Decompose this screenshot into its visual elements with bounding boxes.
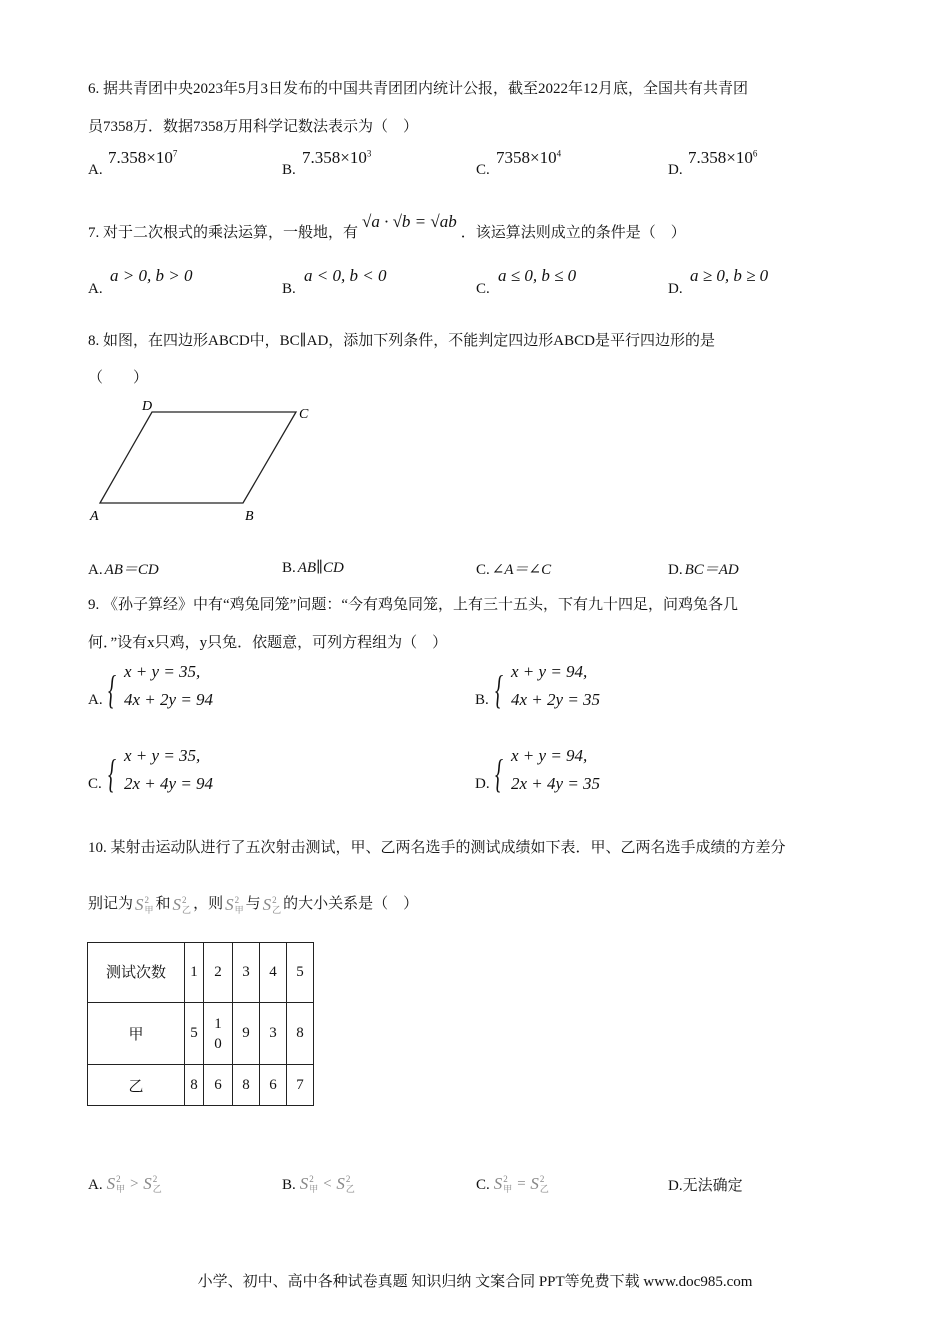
variance-symbol: [135, 895, 154, 915]
equation-system: [108, 662, 268, 722]
variance-indices: [309, 1174, 318, 1194]
formula-exponent: 6: [752, 148, 758, 159]
q7-formula: √a · √b = √ab: [362, 212, 457, 231]
table-header-cell: 测试次数: [88, 943, 185, 1003]
q7-option-b[interactable]: [282, 266, 387, 298]
equation-1: x + y = 35,: [124, 746, 201, 765]
variance-exp: 2: [144, 894, 150, 905]
option-label: A.: [88, 162, 103, 178]
option-formula: [494, 1174, 549, 1194]
equation-2: 4x + 2y = 35: [511, 690, 601, 709]
variance-s: S: [225, 894, 234, 914]
option-label: A.: [88, 692, 103, 708]
table-cell: 6: [260, 1065, 287, 1106]
q10-text: 与: [245, 896, 261, 912]
brace-icon: {: [495, 751, 503, 796]
table-header-row: [88, 943, 314, 1003]
variance-symbol-body: [143, 1174, 162, 1194]
option-label: A.: [88, 281, 103, 297]
equation-2: 2x + 4y = 35: [511, 774, 601, 793]
option-text: 无法确定: [682, 1178, 743, 1194]
variance-sub: 甲: [116, 1184, 126, 1194]
variance-symbol-body: [135, 895, 154, 915]
variance-sub: 乙: [182, 904, 192, 915]
formula-base: 7.358×10: [302, 148, 367, 167]
variance-indices: [116, 1174, 125, 1194]
variance-s: S: [336, 1174, 345, 1193]
variance-s: S: [493, 1174, 503, 1193]
operator: =: [516, 1175, 527, 1192]
q6-line2: 员7358万．数据7358万用科学记数法表示为（ ）: [88, 119, 419, 135]
vertex-c-label: C: [299, 407, 309, 422]
variance-sub: 甲: [234, 904, 244, 915]
q7-pre: 7. 对于二次根式的乘法运算，一般地，有: [88, 225, 359, 241]
table-cell: 7: [287, 1065, 314, 1106]
table-cell: 10: [204, 1003, 233, 1065]
variance-symbol: [173, 895, 192, 915]
option-label: C.: [476, 562, 490, 578]
q7-option-a[interactable]: [88, 266, 193, 298]
equation-system: [108, 746, 268, 806]
variance-indices: [272, 895, 281, 915]
variance-s: S: [143, 1174, 152, 1193]
q10-line1: 10. 某射击运动队进行了五次射击测试，甲、乙两名选手的测试成绩如下表．甲、乙两名选手成绩的方差分: [88, 840, 786, 856]
q8-option-d[interactable]: [668, 558, 739, 579]
vertex-d-label: D: [142, 399, 153, 414]
option-formula: [107, 1174, 162, 1194]
table-cell: 8: [287, 1003, 314, 1065]
variance-symbol-body: [336, 1174, 355, 1194]
brace-icon: {: [108, 667, 116, 712]
q8-line1: 8. 如图，在四边形ABCD中，BC∥AD，添加下列条件，不能判定四边形ABCD是平行四边形的是: [88, 333, 715, 349]
variance-exp: 2: [309, 1174, 314, 1184]
option-formula: [496, 148, 561, 168]
variance-indices: [153, 1174, 162, 1194]
table-row: [88, 1003, 314, 1065]
q10-option-b[interactable]: [282, 1174, 355, 1194]
table-cell: 5: [185, 1003, 204, 1065]
variance-indices: [182, 895, 191, 915]
option-formula: a < 0, b < 0: [304, 266, 387, 285]
variance-indices: [346, 1174, 355, 1194]
option-label: D.: [475, 776, 490, 792]
q10-option-a[interactable]: [88, 1174, 162, 1194]
option-label: B.: [475, 692, 489, 708]
q10-text: 和: [155, 896, 171, 912]
q9-option-d[interactable]: [475, 746, 601, 796]
q9-option-c[interactable]: [88, 746, 214, 796]
vertex-a-label: A: [90, 509, 99, 524]
variance-symbol-body: [107, 1174, 126, 1194]
variance-sub: 乙: [272, 904, 282, 915]
q9-line2: 何．”设有x只鸡，y只兔．依题意，可列方程组为（ ）: [88, 635, 448, 651]
table-cell: 3: [260, 1003, 287, 1065]
option-text: AB∥CD: [297, 560, 344, 576]
variance-exp: 2: [272, 894, 277, 905]
variance-sub: 乙: [152, 1184, 162, 1194]
q7-option-d[interactable]: [668, 266, 769, 298]
q7-stem: [88, 212, 686, 242]
q10-text: 别记为: [88, 896, 134, 912]
variance-exp: 2: [234, 894, 240, 905]
q8-option-a[interactable]: [88, 558, 159, 579]
variance-indices: [540, 1174, 549, 1194]
variance-symbol-body: [173, 895, 192, 915]
equation-1: x + y = 94,: [511, 662, 588, 681]
option-formula: a ≥ 0, b ≥ 0: [690, 266, 769, 285]
formula-base: 7.358×10: [688, 148, 753, 167]
q9-line1: 9. 《孙子算经》中有“鸡兔同笼”问题：“今有鸡兔同笼，上有三十五头，下有九十四足，问鸡兔各几: [88, 597, 738, 613]
q10-text: ，则: [193, 896, 224, 912]
table-cell: 甲: [88, 1003, 185, 1065]
variance-sub: 乙: [345, 1184, 355, 1194]
variance-symbol: [263, 895, 282, 915]
option-text: AB＝CD: [104, 562, 159, 578]
table-cell: 8: [185, 1065, 204, 1106]
formula-exponent: 4: [556, 148, 562, 159]
vertex-b-label: B: [245, 509, 254, 524]
formula-base: 7358×10: [496, 148, 557, 167]
option-label: B.: [282, 162, 296, 178]
option-label: D.: [668, 162, 683, 178]
variance-sub: 乙: [539, 1184, 549, 1194]
variance-symbol-body: [263, 895, 282, 915]
option-label: C.: [476, 1177, 490, 1193]
table-cell: 8: [233, 1065, 260, 1106]
operator: <: [322, 1175, 333, 1192]
variance-sub: 甲: [503, 1184, 513, 1194]
variance-sub: 甲: [144, 904, 154, 915]
table-header-cell: 4: [260, 943, 287, 1003]
q8-option-b[interactable]: [282, 558, 344, 577]
table-cell: 9: [233, 1003, 260, 1065]
q7-post: ．该运算法则成立的条件是（ ）: [460, 225, 686, 241]
formula-exponent: 3: [366, 148, 372, 159]
score-table: [87, 942, 314, 1106]
table-row: [88, 1065, 314, 1106]
q10-option-d[interactable]: [668, 1174, 743, 1195]
variance-exp: 2: [152, 1174, 158, 1184]
equation-1: x + y = 35,: [124, 662, 201, 681]
option-label: C.: [476, 162, 490, 178]
parallelogram-figure: [80, 390, 340, 530]
brace-icon: {: [108, 751, 116, 796]
option-formula: [302, 148, 371, 168]
variance-s: S: [262, 894, 272, 914]
option-label: B.: [282, 560, 296, 576]
option-label: C.: [476, 281, 490, 297]
option-label: A.: [88, 562, 103, 578]
table-header-cell: 3: [233, 943, 260, 1003]
table-cell: 6: [204, 1065, 233, 1106]
variance-exp: 2: [116, 1174, 121, 1184]
variance-symbol-body: [225, 895, 244, 915]
equation-2: 4x + 2y = 94: [124, 690, 214, 709]
option-formula: [108, 148, 177, 168]
option-label: C.: [88, 776, 102, 792]
brace-icon: {: [495, 667, 503, 712]
option-label: D.: [668, 281, 683, 297]
equation-system: [495, 662, 655, 722]
variance-symbol: [225, 895, 244, 915]
q8-line2: （ ）: [88, 370, 149, 386]
variance-s: S: [299, 1174, 309, 1193]
table-cell: 乙: [88, 1065, 185, 1106]
option-label: A.: [88, 1177, 103, 1193]
variance-symbol-body: [494, 1174, 513, 1194]
variance-s: S: [172, 894, 182, 914]
option-text: ∠A＝∠C: [491, 562, 552, 578]
q6-line1: 6. 据共青团中央2023年5月3日发布的中国共青团团内统计公报，截至2022年12月底，全国共有共青团: [88, 81, 749, 97]
q10-text: 的大小关系是（ ）: [283, 896, 419, 912]
option-formula: a ≤ 0, b ≤ 0: [498, 266, 577, 285]
q9-option-a[interactable]: [88, 662, 214, 712]
option-label: D.: [668, 562, 683, 578]
formula-base: 7.358×10: [108, 148, 173, 167]
operator: >: [129, 1175, 140, 1192]
variance-exp: 2: [539, 1174, 545, 1184]
option-label: B.: [282, 1177, 296, 1193]
variance-sub: 甲: [309, 1184, 319, 1194]
option-formula: a > 0, b > 0: [110, 266, 193, 285]
variance-exp: 2: [503, 1174, 508, 1184]
variance-indices: [235, 895, 244, 915]
variance-s: S: [135, 894, 144, 914]
option-formula: [688, 148, 757, 168]
variance-exp: 2: [345, 1174, 351, 1184]
quadrilateral-abcd: [100, 412, 296, 503]
variance-indices: [145, 895, 154, 915]
formula-exponent: 7: [172, 148, 178, 159]
option-formula: [300, 1174, 355, 1194]
variance-s: S: [530, 1174, 539, 1193]
option-text: BC＝AD: [684, 562, 739, 578]
q7-option-c[interactable]: [476, 266, 577, 298]
variance-symbol-body: [300, 1174, 319, 1194]
option-label: D.: [668, 1178, 683, 1194]
q10-line2: [88, 892, 418, 915]
variance-s: S: [106, 1174, 116, 1193]
table-header-cell: 2: [204, 943, 233, 1003]
variance-exp: 2: [182, 894, 187, 905]
q8-option-c[interactable]: [476, 558, 551, 579]
equation-system: [495, 746, 655, 806]
variance-symbol-body: [530, 1174, 549, 1194]
q10-option-c[interactable]: [476, 1174, 549, 1194]
equation-2: 2x + 4y = 94: [124, 774, 214, 793]
footer-text: 小学、初中、高中各种试卷真题 知识归纳 文案合同 PPT等免费下载 www.doc985.com: [197, 1274, 753, 1290]
q9-option-b[interactable]: [475, 662, 601, 712]
table-header-cell: 5: [287, 943, 314, 1003]
variance-indices: [503, 1174, 512, 1194]
option-label: B.: [282, 281, 296, 297]
table-header-cell: 1: [185, 943, 204, 1003]
equation-1: x + y = 94,: [511, 746, 588, 765]
